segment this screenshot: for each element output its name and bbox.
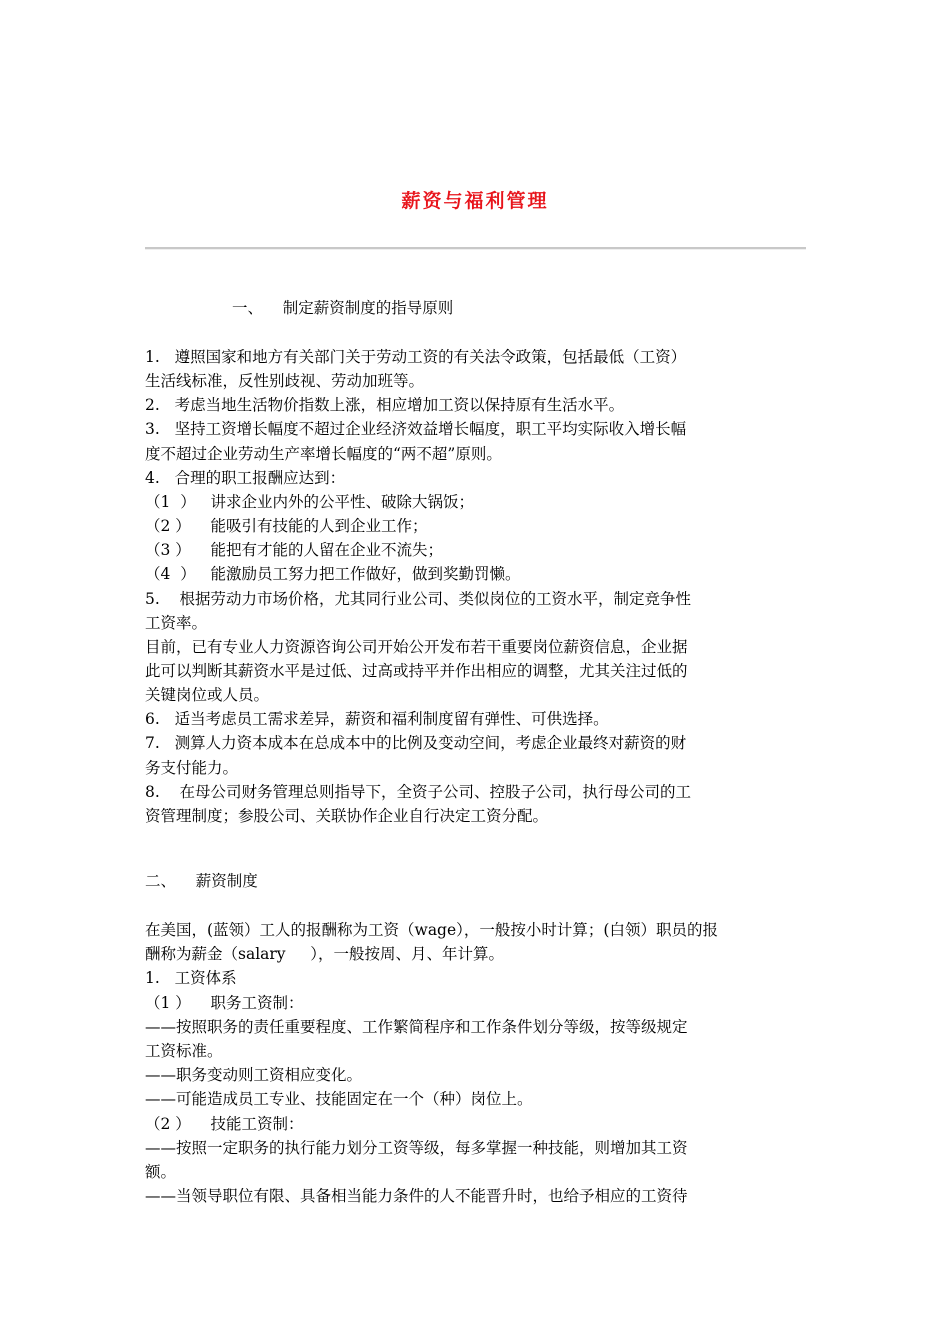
paragraph-line: 1. 遵照国家和地方有关部门关于劳动工资的有关法令政策，包括最低（工资） (145, 348, 687, 366)
paragraph-line: ——按照职务的责任重要程度、工作繁简程序和工作条件划分等级，按等级规定 (145, 1017, 688, 1036)
paragraph-line: 8. 在母公司财务管理总则指导下，全资子公司、控股子公司，执行母公司的工 (145, 782, 691, 801)
paragraph-line: 7. 测算人力资本成本在总成本中的比例及变动空间，考虑企业最终对薪资的财 (145, 734, 687, 753)
paragraph-line: （1 ） 讲求企业内外的公平性、破除大锅饭； (145, 492, 474, 511)
paragraph-line: 目前，已有专业人力资源咨询公司开始公开发布若干重要岗位薪资信息，企业据 (145, 637, 688, 656)
paragraph-line: 酬称为薪金（salary ），一般按周、月、年计算。 (145, 945, 504, 964)
paragraph-line: 3. 坚持工资增长幅度不超过企业经济效益增长幅度，职工平均实际收入增长幅 (145, 420, 687, 439)
paragraph-line: ——职务变动则工资相应变化。 (145, 1066, 363, 1085)
paragraph-line: 在美国，(蓝领）工人的报酬称为工资（wage），一般按小时计算；(白领）职员的报 (145, 921, 718, 939)
paragraph-line: （2 ） 技能工资制： (145, 1114, 304, 1133)
paragraph-line: 务支付能力。 (145, 758, 239, 777)
paragraph-line: （3 ） 能把有才能的人留在企业不流失； (145, 541, 443, 560)
paragraph-line: 4. 合理的职工报酬应达到： (145, 468, 346, 487)
paragraph-line: 5. 根据劳动力市场价格，尤其同行业公司、类似岗位的工资水平，制定竞争性 (145, 589, 691, 608)
paragraph-line: 度不超过企业劳动生产率增长幅度的“两不超”原则。 (145, 444, 502, 463)
paragraph-line: ——按照一定职务的执行能力划分工资等级，每多掌握一种技能，则增加其工资 (145, 1138, 688, 1157)
paragraph-line: 工资标准。 (145, 1042, 223, 1060)
paragraph-line: 1. 工资体系 (145, 969, 237, 988)
paragraph-line: 工资率。 (145, 613, 208, 632)
paragraph-line: （4 ） 能激励员工努力把工作做好，做到奖勤罚懒。 (145, 565, 521, 584)
paragraph-line: 额。 (145, 1163, 177, 1181)
paragraph-line: 6. 适当考虑员工需求差异，薪资和福利制度留有弹性、可供选择。 (145, 710, 609, 729)
paragraph-line: ——当领导职位有限、具备相当能力条件的人不能晋升时，也给予相应的工资待 (145, 1187, 688, 1206)
paragraph-line: 关键岗位或人员。 (145, 686, 270, 705)
document-title: 薪资与福利管理 (401, 190, 549, 212)
horizontal-divider (145, 247, 806, 250)
paragraph-line: 2. 考虑当地生活物价指数上涨，相应增加工资以保持原有生活水平。 (145, 396, 625, 415)
paragraph-line: 生活线标准，反性别歧视、劳动加班等。 (145, 372, 425, 391)
section-heading: 二、 薪资制度 (145, 872, 258, 890)
paragraph-line: （1 ） 职务工资制： (145, 993, 304, 1012)
paragraph-line: ——可能造成员工专业、技能固定在一个（种）岗位上。 (145, 1090, 533, 1109)
paragraph-line: 此可以判断其薪资水平是过低、过高或持平并作出相应的调整，尤其关注过低的 (145, 661, 688, 680)
paragraph-line: 资管理制度；参股公司、关联协作企业自行决定工资分配。 (145, 806, 549, 825)
paragraph-line: （2 ） 能吸引有技能的人到企业工作； (145, 517, 428, 536)
section-heading: 一、 制定薪资制度的指导原则 (232, 299, 454, 317)
